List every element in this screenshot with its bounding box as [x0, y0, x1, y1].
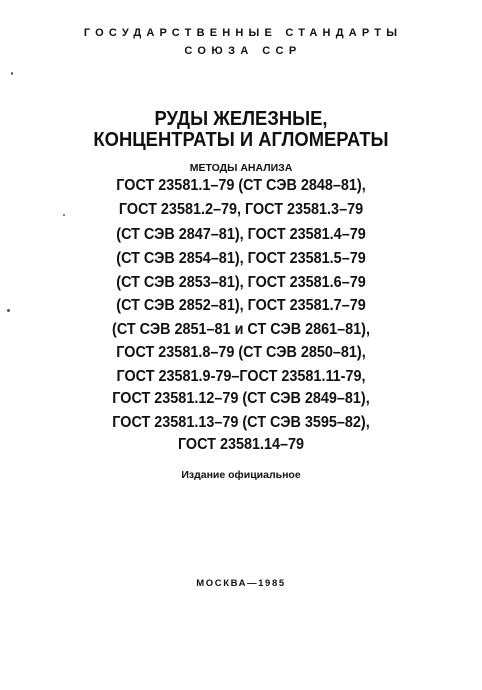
document-subtitle: МЕТОДЫ АНАЛИЗА	[189, 162, 293, 174]
publisher-line-1: ГОСУДАРСТВЕННЫЕ СТАНДАРТЫ	[83, 27, 403, 39]
standard-line: ГОСТ 23581.13–79 (СТ СЭВ 3595–82),	[112, 414, 370, 431]
standard-line: (СТ СЭВ 2852–81), ГОСТ 23581.7–79	[116, 297, 366, 314]
standard-line: ГОСТ 23581.2–79, ГОСТ 23581.3–79	[118, 201, 364, 218]
standard-line: ГОСТ 23581.8–79 (СТ СЭВ 2850–81),	[116, 344, 366, 361]
scan-speck	[11, 72, 13, 75]
standard-line: (СТ СЭВ 2854–81), ГОСТ 23581.5–79	[116, 250, 366, 267]
standard-line: ГОСТ 23581.14–79	[177, 436, 305, 453]
document-title-line-1: РУДЫ ЖЕЛЕЗНЫЕ,	[154, 108, 328, 130]
scan-speck	[63, 214, 65, 216]
standard-line: (СТ СЭВ 2847–81), ГОСТ 23581.4–79	[116, 226, 366, 243]
edition-note: Издание официальное	[181, 469, 301, 481]
document-title-line-2: КОНЦЕНТРАТЫ И АГЛОМЕРАТЫ	[93, 129, 389, 151]
standard-line: (СТ СЭВ 2853–81), ГОСТ 23581.6–79	[116, 274, 366, 291]
publisher-line-2: СОЮЗА ССР	[184, 45, 302, 57]
standard-line: ГОСТ 23581.1–79 (СТ СЭВ 2848–81),	[116, 177, 366, 194]
standard-line: ГОСТ 23581.9-79–ГОСТ 23581.11-79,	[116, 368, 366, 385]
imprint-city-year: МОСКВА—1985	[196, 578, 286, 589]
standard-line: ГОСТ 23581.12–79 (СТ СЭВ 2849–81),	[112, 390, 370, 407]
scan-speck	[7, 309, 10, 312]
standard-line: (СТ СЭВ 2851–81 и СТ СЭВ 2861–81),	[112, 321, 370, 338]
